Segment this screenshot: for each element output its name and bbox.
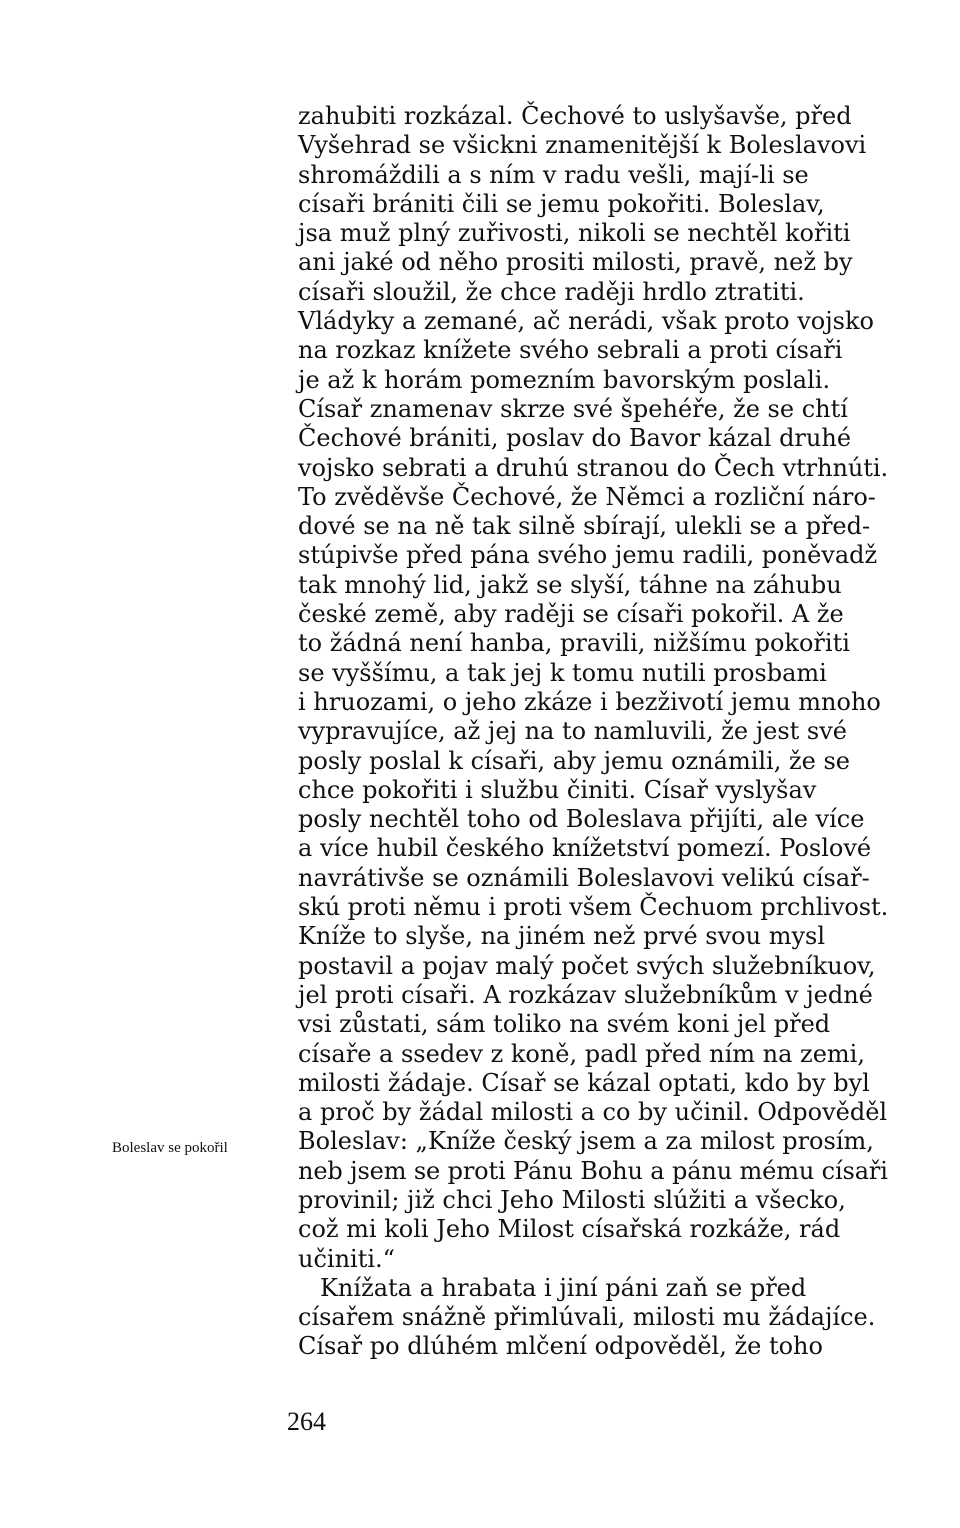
text-line: císaři brániti čili se jemu pokořiti. Boleslav, bbox=[298, 189, 825, 218]
text-line: je až k horám pomezním bavorským poslali. bbox=[298, 365, 831, 394]
text-line: milosti žádaje. Císař se kázal optati, kdo by byl bbox=[298, 1068, 870, 1097]
text-line: shromáždili a s ním v radu vešli, mají-li se bbox=[298, 160, 809, 189]
text-line: Kníže to slyše, na jiném než prvé svou mysl bbox=[298, 922, 826, 951]
text-line: císaře a ssedev z koně, padl před ním na zemi, bbox=[298, 1039, 865, 1068]
page-number: 264 bbox=[287, 1407, 326, 1436]
text-line: Čechové brániti, poslav do Bavor kázal druhé bbox=[298, 424, 852, 453]
text-line: zahubiti rozkázal. Čechové to uslyšavše, před bbox=[298, 102, 852, 130]
text-line: se vyššímu, a tak jej k tomu nutili prosbami bbox=[298, 658, 827, 687]
text-line: chce pokořiti i službu činiti. Císař vyslyšav bbox=[298, 775, 817, 804]
text-line: posly nechtěl toho od Boleslava přijíti, ale více bbox=[298, 805, 865, 834]
text-line: na rozkaz knížete svého sebrali a proti císaři bbox=[298, 336, 843, 365]
text-line: To zvěděvše Čechové, že Němci a rozliční náro- bbox=[298, 482, 876, 511]
text-line: a proč by žádal milosti a co by učinil. Odpověděl bbox=[298, 1098, 888, 1127]
text-line: dové se na ně tak silně sbírají, ulekli se a před- bbox=[298, 512, 871, 541]
text-line: vojsko sebrati a druhú stranou do Čech vtrhnúti. bbox=[298, 453, 889, 482]
text-line: i hruozami, o jeho zkáze i bezživotí jemu mnoho bbox=[298, 687, 881, 716]
text-line: provinil; již chci Jeho Milosti slúžiti a všecko, bbox=[298, 1185, 846, 1214]
text-line: císaři sloužil, že chce raději hrdlo ztratiti. bbox=[298, 277, 805, 306]
text-line: což mi koli Jeho Milost císařská rozkáže, rád bbox=[298, 1215, 841, 1244]
text-line: Císař znamenav skrze své špehéře, že se chtí bbox=[298, 394, 848, 423]
text-line: Vládyky a zemané, ač nerádi, však proto vojsko bbox=[298, 307, 874, 336]
text-line: posly poslal k císaři, aby jemu oznámili, že se bbox=[298, 746, 850, 775]
text-line: stúpivše před pána svého jemu radili, poněvadž bbox=[298, 541, 878, 570]
text-line: neb jsem se proti Pánu Bohu a pánu mému císaři bbox=[298, 1156, 888, 1185]
body-text bbox=[298, 102, 888, 1362]
text-line: vypravujíce, až jej na to namluvili, že jest své bbox=[298, 717, 847, 746]
margin-note: Boleslav se pokořil bbox=[112, 1140, 228, 1156]
text-line: Knížata a hrabata i jiní páni zaň se před bbox=[320, 1273, 807, 1302]
text-line: jsa muž plný zuřivosti, nikoli se nechtěl kořiti bbox=[298, 219, 851, 248]
text-line: Císař po dlúhém mlčení odpověděl, že toho bbox=[298, 1332, 823, 1361]
text-line: císařem snážně přimlúvali, milosti mu žádajíce. bbox=[298, 1303, 876, 1332]
text-line: to žádná není hanba, pravili, nižšímu pokořiti bbox=[298, 629, 850, 658]
text-line: a více hubil českého knížetství pomezí. Poslové bbox=[298, 834, 872, 863]
text-line: ani jaké od něho prositi milosti, pravě, než by bbox=[298, 248, 853, 277]
text-line: učiniti.“ bbox=[298, 1244, 395, 1273]
text-line: Vyšehrad se všickni znamenitější k Boleslavovi bbox=[298, 131, 867, 160]
text-line: tak mnohý lid, jakž se slyší, táhne na záhubu bbox=[298, 570, 842, 599]
text-line: Boleslav: „Kníže český jsem a za milost prosím, bbox=[298, 1127, 874, 1156]
text-line: skú proti němu i proti všem Čechuom prchlivost. bbox=[298, 893, 889, 922]
text-line: vsi zůstati, sám toliko na svém koni jel před bbox=[298, 1010, 831, 1039]
text-line: české země, aby raději se císaři pokořil. A že bbox=[298, 600, 844, 629]
text-line: jel proti císaři. A rozkázav služebníkům v jedné bbox=[298, 980, 873, 1009]
text-line: navrátivše se oznámili Boleslavovi velikú císař- bbox=[298, 863, 870, 892]
text-line: postavil a pojav malý počet svých služebníkuov, bbox=[298, 951, 876, 980]
